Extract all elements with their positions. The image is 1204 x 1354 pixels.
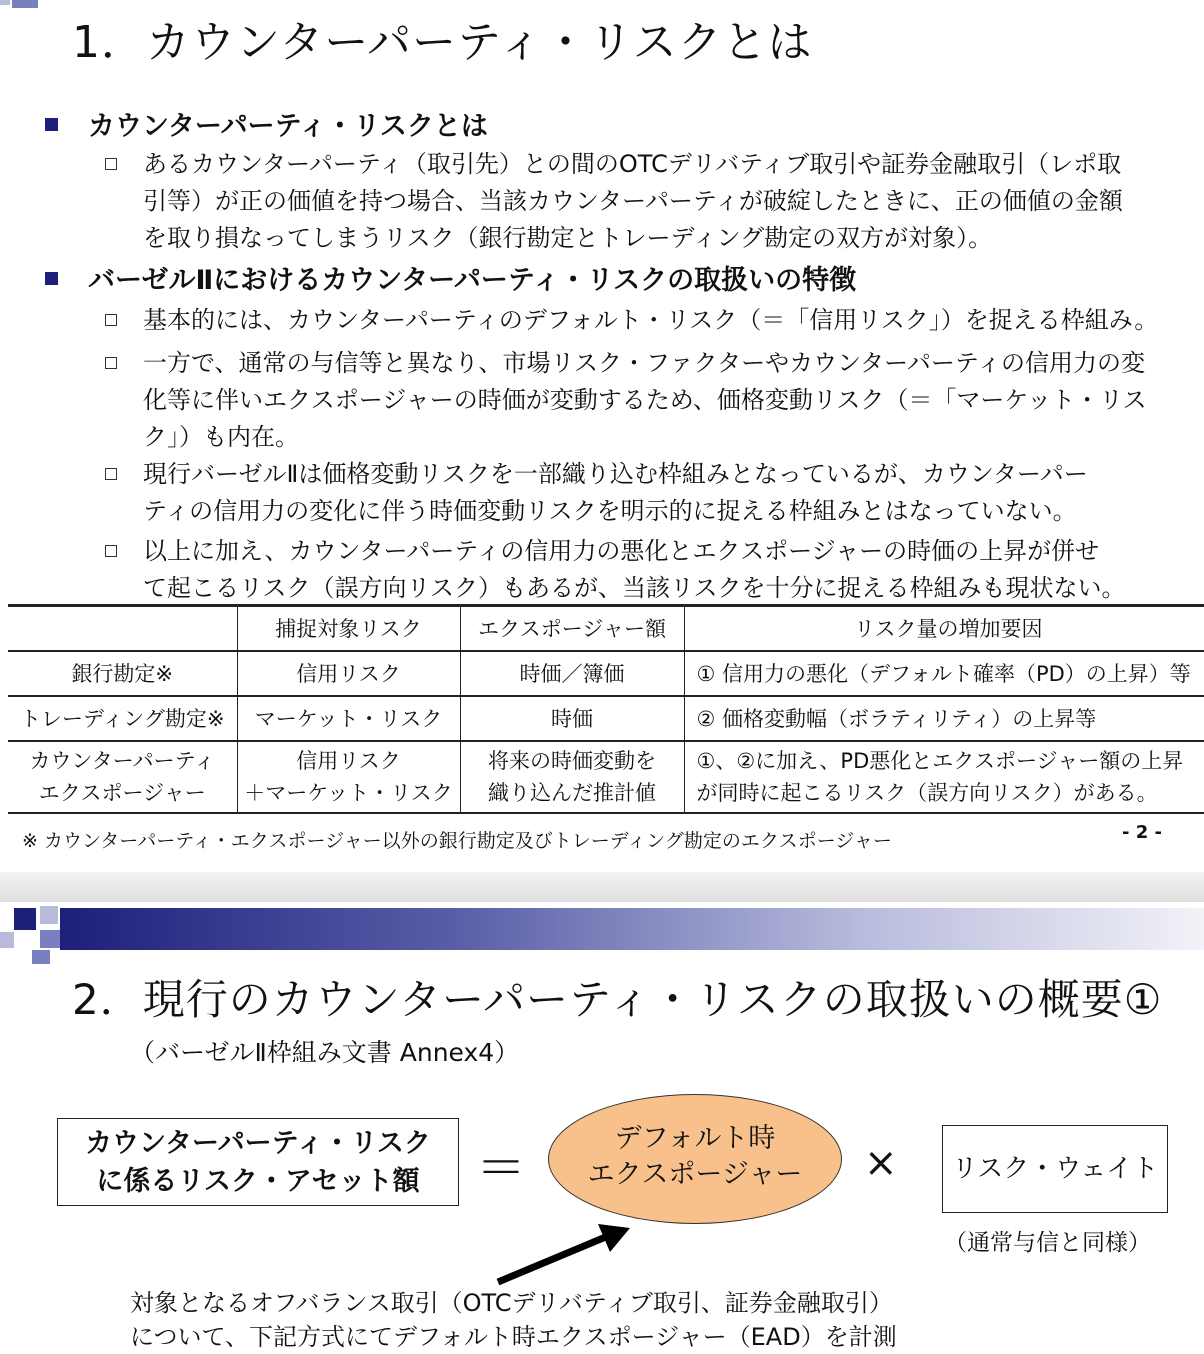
table-cell: 信用リスク ＋マーケット・リスク <box>237 741 460 813</box>
table-footnote: ※ カウンターパーティ・エクスポージャー以外の銀行勘定及びトレーディング勘定のエクスポージャー <box>22 830 892 852</box>
item-line: て起こるリスク（誤方向リスク）もあるが、当該リスクを十分に捉える枠組みも現状ない。 <box>143 574 1126 602</box>
table-cell: トレーディング勘定※ <box>8 696 237 741</box>
item-line: 一方で、通常の与信等と異なり、市場リスク・ファクターやカウンターパーティの信用力の変 <box>143 349 1145 377</box>
slide-separator <box>0 872 1204 902</box>
corner-decoration <box>14 908 36 930</box>
slide2-title: 2．現行のカウンターパーティ・リスクの取扱いの概要① <box>72 975 1163 1024</box>
risk-weight-note: （通常与信と同様） <box>944 1230 1151 1256</box>
hollow-square-bullet-icon <box>105 468 117 480</box>
corner-decoration <box>0 932 14 948</box>
item-line: あるカウンターパーティ（取引先）との間のOTCデリバティブ取引や証券金融取引（レポ取 <box>143 150 1122 178</box>
table-header-row <box>8 606 1204 652</box>
table-header-cell: エクスポージャー額 <box>460 606 684 652</box>
item-line: 化等に伴いエクスポージャーの時価が変動するため、価格変動リスク（＝「マーケット・リス <box>143 386 1147 414</box>
corner-decoration <box>0 0 10 5</box>
table-cell: ① 信用力の悪化（デフォルト確率（PD）の上昇）等 <box>684 651 1204 696</box>
square-bullet-icon <box>45 272 58 285</box>
risk-asset-amount-box <box>57 1118 459 1206</box>
corner-decoration <box>32 950 50 964</box>
risk-weight-box: リスク・ウェイト <box>942 1125 1168 1213</box>
table-row <box>8 651 1204 696</box>
slide1-title: 1．カウンターパーティ・リスクとは <box>72 17 813 68</box>
section2-heading-text: バーゼルⅡにおけるカウンターパーティ・リスクの取扱いの特徴 <box>88 265 857 296</box>
item-line: 基本的には、カウンターパーティのデフォルト・リスク（＝「信用リスク」）を捉える枠組み。 <box>143 306 1159 334</box>
description-line: 対象となるオフバランス取引（OTCデリバティブ取引、証券金融取引） <box>130 1289 893 1317</box>
table-row <box>8 696 1204 741</box>
table-cell: 銀行勘定※ <box>8 651 237 696</box>
section2-heading <box>45 258 856 297</box>
table-cell: ①、②に加え、PD悪化とエクスポージャー額の上昇 が同時に起こるリスク（誤方向リスク）がある。 <box>684 741 1204 813</box>
item-line: 引等）が正の価値を持つ場合、当該カウンターパーティが破綻したときに、正の価値の金額 <box>143 187 1123 215</box>
ellipse-line: デフォルト時 <box>614 1123 776 1154</box>
hollow-square-bullet-icon <box>105 314 117 326</box>
table-header-cell: 捕捉対象リスク <box>237 606 460 652</box>
slide-header-banner <box>60 908 1204 950</box>
item-line: ク」）も内在。 <box>143 423 299 451</box>
page-number: - 2 - <box>1122 822 1162 843</box>
slide2-subtitle: （バーゼルⅡ枠組み文書 Annex4） <box>130 1038 520 1067</box>
bullet-item <box>105 345 1200 456</box>
bullet-item <box>105 146 1200 257</box>
ead-description <box>130 1286 897 1354</box>
table-cell: 将来の時価変動を 織り込んだ推計値 <box>460 741 684 813</box>
pointer-arrow-icon <box>490 1220 640 1290</box>
corner-decoration <box>40 930 60 948</box>
table-row <box>8 741 1204 813</box>
bullet-item <box>105 302 1200 339</box>
item-line: を取り損なってしまうリスク（銀行勘定とトレーディング勘定の双方が対象）。 <box>143 224 993 252</box>
table-cell: 時価 <box>460 696 684 741</box>
box-line: カウンターパーティ・リスク <box>85 1128 431 1159</box>
multiply-sign: × <box>864 1140 898 1186</box>
item-line: 以上に加え、カウンターパーティの信用力の悪化とエクスポージャーの時価の上昇が併せ <box>143 537 1100 565</box>
square-bullet-icon <box>45 118 58 131</box>
risk-comparison-table <box>8 604 1204 814</box>
table-cell: カウンターパーティ エクスポージャー <box>8 741 237 813</box>
table-header-cell <box>8 606 237 652</box>
table-cell: 時価／簿価 <box>460 651 684 696</box>
item-line: ティの信用力の変化に伴う時価変動リスクを明示的に捉える枠組みとはなっていない。 <box>143 497 1077 525</box>
table-cell: ② 価格変動幅（ボラティリティ）の上昇等 <box>684 696 1204 741</box>
corner-decoration <box>40 906 58 924</box>
table-cell: マーケット・リスク <box>237 696 460 741</box>
box-line: に係るリスク・アセット額 <box>96 1166 420 1197</box>
item-line: 現行バーゼルⅡは価格変動リスクを一部織り込む枠組みとなっているが、カウンターパー <box>143 460 1088 488</box>
section1-heading <box>45 104 488 143</box>
table-header-cell: リスク量の増加要因 <box>684 606 1204 652</box>
hollow-square-bullet-icon <box>105 357 117 369</box>
hollow-square-bullet-icon <box>105 158 117 170</box>
bullet-item <box>105 533 1200 607</box>
table-cell: 信用リスク <box>237 651 460 696</box>
ellipse-line: エクスポージャー <box>587 1159 803 1190</box>
bullet-item <box>105 456 1200 530</box>
corner-decoration <box>12 0 38 8</box>
section1-heading-text: カウンターパーティ・リスクとは <box>88 111 488 142</box>
hollow-square-bullet-icon <box>105 545 117 557</box>
description-line: について、下記方式にてデフォルト時エクスポージャー（EAD）を計測 <box>130 1323 897 1351</box>
ead-ellipse <box>548 1094 842 1224</box>
equals-sign: ＝ <box>476 1139 526 1197</box>
